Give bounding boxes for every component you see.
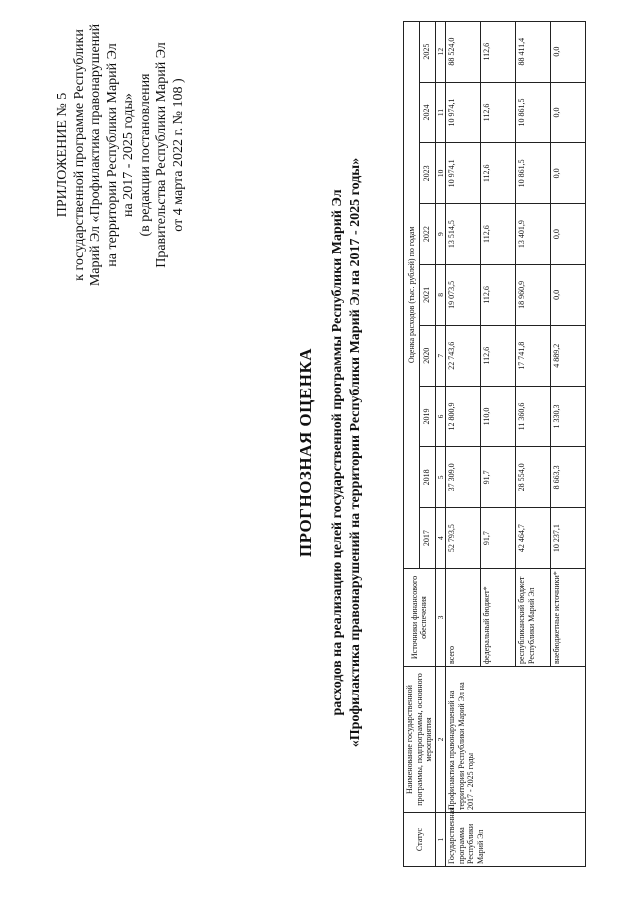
column-number: 7: [435, 325, 446, 386]
amount-cell: 10 237,1: [551, 508, 586, 569]
column-number: 10: [435, 143, 446, 204]
amount-cell: 18 960,9: [516, 265, 551, 326]
column-header-year: 2017: [419, 508, 435, 569]
column-header-year: 2018: [419, 447, 435, 508]
program-name-cell: Профилактика правонарушений на территории Республики Марий Эл на 2017 - 2025 годы: [446, 667, 586, 813]
amount-cell: 10 974,1: [446, 82, 481, 143]
amount-cell: 112,6: [481, 82, 516, 143]
amount-cell: 22 743,6: [446, 325, 481, 386]
appendix-line: к государственной программе Республики: [71, 29, 87, 281]
column-number: 2: [435, 667, 446, 813]
amount-cell: 0,0: [551, 82, 586, 143]
appendix-line: на 2017 - 2025 годы»: [121, 93, 136, 217]
appendix-line: на территории Республики Марий Эл: [104, 43, 120, 267]
amount-cell: 10 861,5: [516, 143, 551, 204]
amount-cell: 10 974,1: [446, 143, 481, 204]
amount-cell: 1 330,3: [551, 386, 586, 447]
appendix-note: [55, 5, 187, 305]
column-header-year: 2021: [419, 265, 435, 326]
amount-cell: 8 663,3: [551, 447, 586, 508]
amount-cell: 10 861,5: [516, 82, 551, 143]
appendix-line: ПРИЛОЖЕНИЕ № 5: [55, 92, 70, 218]
budget-estimate-table: [403, 21, 586, 867]
funding-source-cell: федеральный бюджет*: [481, 569, 516, 667]
amount-cell: 19 073,5: [446, 265, 481, 326]
column-number: 1: [435, 813, 446, 867]
amount-cell: 112,6: [481, 265, 516, 326]
amount-cell: 0,0: [551, 265, 586, 326]
amount-cell: 91,7: [481, 447, 516, 508]
document-title: ПРОГНОЗНАЯ ОЦЕНКА: [296, 347, 315, 558]
column-number: 11: [435, 82, 446, 143]
column-number: 8: [435, 265, 446, 326]
amount-cell: 112,6: [481, 204, 516, 265]
amount-cell: 52 793,5: [446, 508, 481, 569]
amount-cell: 4 889,2: [551, 325, 586, 386]
table-row: [446, 21, 481, 866]
column-number: 6: [435, 386, 446, 447]
amount-cell: 12 800,9: [446, 386, 481, 447]
column-header-year: 2020: [419, 325, 435, 386]
funding-source-cell: всего: [446, 569, 481, 667]
column-header-estimate: Оценка расходов (тыс. рублей) по годам: [404, 21, 420, 568]
column-number: 12: [435, 21, 446, 82]
amount-cell: 0,0: [551, 21, 586, 82]
column-header-name: Наименование государственной программы, подпрограммы, основного мероприятия: [404, 667, 436, 813]
amount-cell: 112,6: [481, 21, 516, 82]
amount-cell: 13 401,9: [516, 204, 551, 265]
column-header-year: 2019: [419, 386, 435, 447]
amount-cell: 0,0: [551, 204, 586, 265]
column-header-year: 2025: [419, 21, 435, 82]
document-subtitle-program: «Профилактика правонарушений на территории Республики Марий Эл на 2017 - 2025 годы»: [348, 157, 363, 748]
amount-cell: 91,7: [481, 508, 516, 569]
column-header-status: Статус: [404, 813, 436, 867]
appendix-line: Марий Эл «Профилактика правонарушений: [88, 23, 103, 287]
amount-cell: 0,0: [551, 143, 586, 204]
status-cell: Государственная программа Республики Марий Эл: [446, 813, 586, 867]
amount-cell: 112,6: [481, 143, 516, 204]
amount-cell: 17 741,8: [516, 325, 551, 386]
document-subtitle: расходов на реализацию целей государственной программы Республики Марий Эл: [330, 189, 345, 716]
amount-cell: 13 514,5: [446, 204, 481, 265]
amount-cell: 110,0: [481, 386, 516, 447]
amount-cell: 42 464,7: [516, 508, 551, 569]
amount-cell: 11 360,6: [516, 386, 551, 447]
funding-source-cell: внебюджетные источники*: [551, 569, 586, 667]
amount-cell: 88 524,0: [446, 21, 481, 82]
appendix-line: Правительства Республики Марий Эл: [154, 42, 169, 268]
column-header-year: 2023: [419, 143, 435, 204]
amount-cell: 37 309,0: [446, 447, 481, 508]
appendix-line: от 4 марта 2022 г. № 108 ): [170, 78, 186, 232]
amount-cell: 28 554,0: [516, 447, 551, 508]
column-number: 4: [435, 508, 446, 569]
amount-cell: 112,6: [481, 325, 516, 386]
appendix-line: (в редакции постановления: [137, 73, 153, 237]
funding-source-cell: республиканский бюджет Республики Марий Эл: [516, 569, 551, 667]
column-header-year: 2022: [419, 204, 435, 265]
column-number: 5: [435, 447, 446, 508]
column-header-year: 2024: [419, 82, 435, 143]
column-number: 3: [435, 569, 446, 667]
column-header-source: Источники финансового обеспечения: [404, 569, 436, 667]
amount-cell: 88 411,4: [516, 21, 551, 82]
column-number: 9: [435, 204, 446, 265]
